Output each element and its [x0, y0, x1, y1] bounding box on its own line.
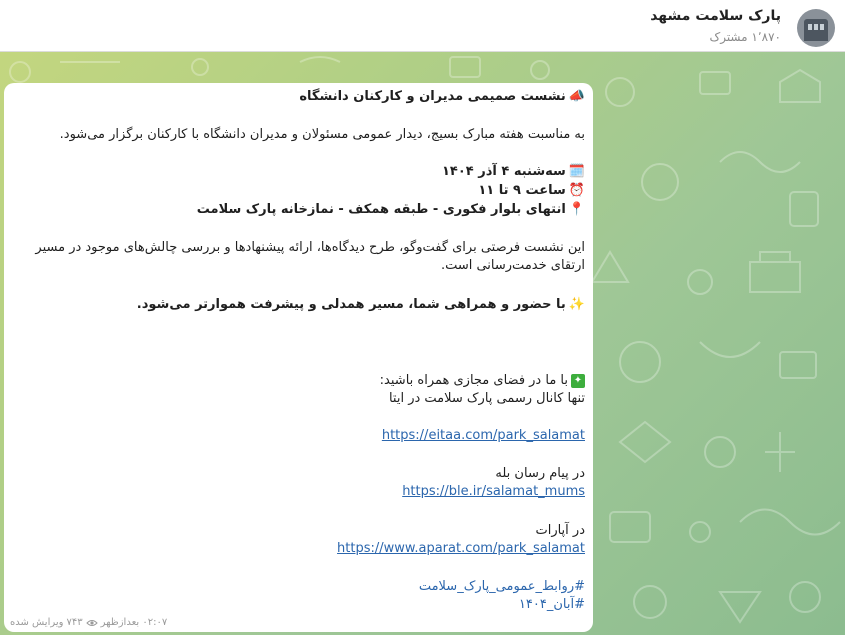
event-location: 📍انتهای بلوار فکوری - طبقه همکف - نمازخانه پارک سلامت: [196, 202, 585, 217]
calendar-icon: 🗓️: [568, 164, 585, 179]
star-box-icon: ✦: [571, 374, 585, 388]
channel-post[interactable]: [4, 83, 593, 632]
bale-link[interactable]: https://ble.ir/salamat_mums: [402, 484, 585, 499]
post-time: ۰۲:۰۷ بعدازظهر: [100, 617, 168, 628]
map-pin-icon: 📍: [568, 202, 585, 217]
post-closing: ✨با حضور و همراهی شما، مسیر همدلی و پیشرفت هموارتر می‌شود.: [136, 297, 585, 312]
event-time: ⏰ساعت ۹ تا ۱۱: [478, 183, 585, 198]
aparat-label: در آپارات: [535, 523, 585, 538]
channel-avatar[interactable]: [797, 9, 835, 47]
edited-label: ویرایش شده: [10, 617, 64, 628]
hashtag-public-relations[interactable]: #روابط_عمومی_پارک_سلامت: [418, 579, 585, 594]
only-channel-text: تنها کانال رسمی پارک سلامت در ایتا: [388, 391, 585, 406]
view-count: ۷۴۳: [66, 617, 83, 628]
aparat-link[interactable]: https://www.aparat.com/park_salamat: [337, 541, 585, 556]
subscriber-count: ۱٬۸۷۰ مشترک: [709, 30, 781, 44]
post-heading: 📣نشست صمیمی مدیران و کارکنان دانشگاه: [299, 89, 585, 104]
sparkles-icon: ✨: [568, 297, 585, 312]
bale-label: در پیام رسان بله: [495, 466, 585, 481]
post-body-line1: این نشست فرصتی برای گفت‌وگو، طرح دیدگاه‌ها، ارائه پیشنهادها و بررسی چالش‌های موجود در مسیر: [35, 240, 585, 255]
channel-title[interactable]: پارک سلامت مشهد: [650, 8, 781, 24]
post-meta: [10, 617, 167, 628]
alarm-clock-icon: ⏰: [568, 183, 585, 198]
post-body-line2: ارتقای خدمت‌رسانی است.: [440, 258, 585, 273]
megaphone-icon: 📣: [568, 89, 585, 104]
follow-line: ✦با ما در فضای مجازی همراه باشید:: [380, 372, 585, 390]
eitaa-link[interactable]: https://eitaa.com/park_salamat: [381, 428, 585, 443]
channel-header: [0, 0, 845, 52]
eye-icon: [86, 619, 98, 627]
hashtag-aban[interactable]: #آبان_۱۴۰۴: [518, 597, 585, 612]
event-date: 🗓️سه‌شنبه ۴ آذر ۱۴۰۴: [441, 164, 585, 179]
post-intro: به مناسبت هفته مبارک بسیج، دیدار عمومی مسئولان و مدیران دانشگاه با کارکنان برگزار می‌شود.: [59, 127, 585, 142]
